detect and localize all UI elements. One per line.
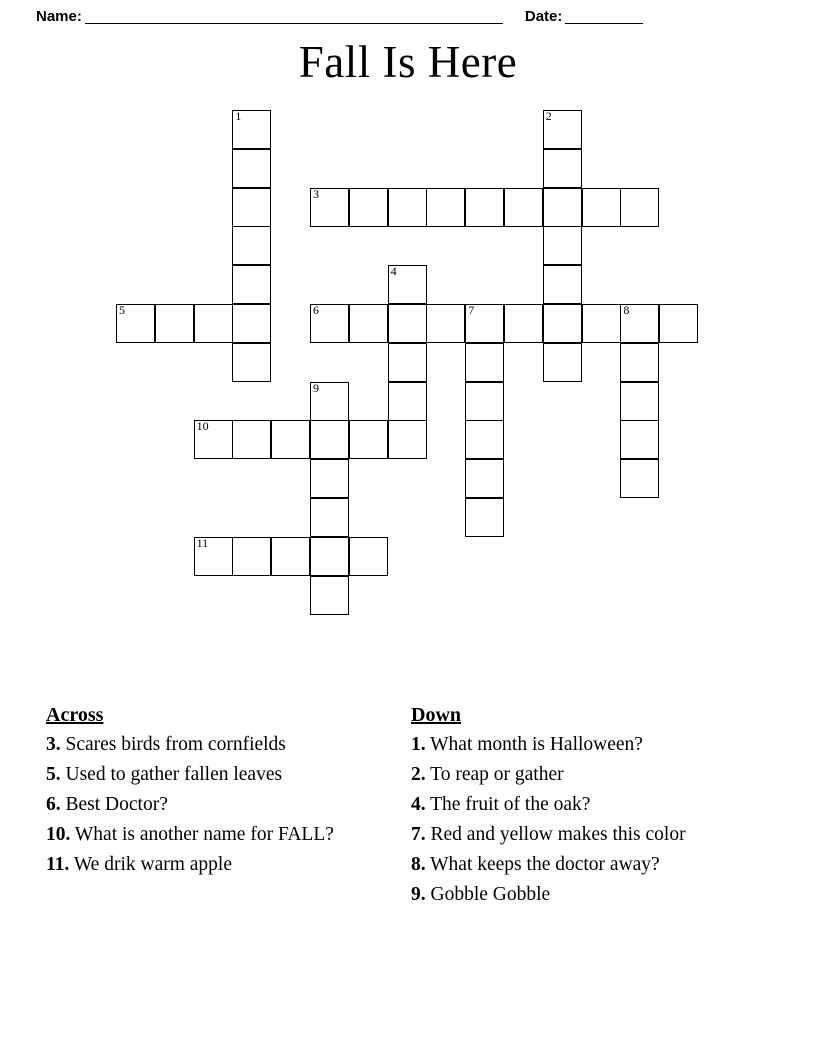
- grid-cell[interactable]: [620, 343, 659, 382]
- clue-number: 9.: [411, 884, 426, 905]
- grid-cell[interactable]: [659, 304, 698, 343]
- date-label: Date:: [524, 8, 563, 25]
- grid-cell-start-2[interactable]: [543, 110, 582, 149]
- grid-cell[interactable]: [465, 459, 504, 498]
- clue-number: 2.: [411, 764, 426, 785]
- clue-item-down-1: [411, 730, 771, 760]
- grid-cell[interactable]: [232, 226, 271, 265]
- grid-cell[interactable]: [543, 226, 582, 265]
- grid-cell-start-1[interactable]: [232, 110, 271, 149]
- clue-text: Used to gather fallen leaves: [60, 764, 283, 785]
- grid-cell[interactable]: [349, 537, 388, 576]
- grid-cell[interactable]: [388, 304, 427, 343]
- clue-text: Scares birds from cornfields: [60, 734, 286, 755]
- grid-cell[interactable]: [388, 343, 427, 382]
- grid-cell-start-10[interactable]: [194, 420, 233, 459]
- clue-text: The fruit of the oak?: [425, 794, 591, 815]
- clue-item-down-7: [411, 820, 771, 850]
- clue-text: What is another name for FALL?: [70, 824, 334, 845]
- clue-item-across-11: [46, 850, 396, 880]
- grid-cell[interactable]: [388, 188, 427, 227]
- grid-cell-start-7[interactable]: [465, 304, 504, 343]
- across-clue-list: [46, 730, 396, 880]
- grid-cell[interactable]: [543, 304, 582, 343]
- grid-cell-number: 2: [545, 109, 552, 123]
- grid-cell[interactable]: [620, 420, 659, 459]
- clue-number: 1.: [411, 734, 426, 755]
- grid-cell[interactable]: [543, 343, 582, 382]
- grid-cell[interactable]: [155, 304, 194, 343]
- grid-cell-start-3[interactable]: [310, 188, 349, 227]
- grid-cell-start-11[interactable]: [194, 537, 233, 576]
- clue-number: 4.: [411, 794, 426, 815]
- grid-cell[interactable]: [232, 188, 271, 227]
- grid-cell[interactable]: [504, 188, 543, 227]
- grid-cell[interactable]: [349, 304, 388, 343]
- across-clue-column: [46, 700, 396, 880]
- grid-cell-start-8[interactable]: [620, 304, 659, 343]
- clues-section: [0, 700, 816, 960]
- clue-item-down-4: [411, 790, 771, 820]
- clue-text: Gobble Gobble: [425, 884, 551, 905]
- clue-text: Best Doctor?: [60, 794, 168, 815]
- name-label: Name:: [36, 8, 82, 25]
- grid-cell[interactable]: [543, 149, 582, 188]
- grid-cell[interactable]: [620, 188, 659, 227]
- grid-cell-start-5[interactable]: [116, 304, 155, 343]
- grid-cell[interactable]: [271, 537, 310, 576]
- grid-cell[interactable]: [465, 498, 504, 537]
- clue-number: 10.: [46, 824, 71, 845]
- grid-cell-number: 4: [390, 264, 397, 279]
- clue-number: 8.: [411, 854, 426, 875]
- grid-cell[interactable]: [543, 265, 582, 304]
- grid-cell[interactable]: [582, 304, 621, 343]
- grid-cell[interactable]: [582, 188, 621, 227]
- clue-text: What keeps the doctor away?: [425, 854, 660, 875]
- grid-cell[interactable]: [310, 498, 349, 537]
- grid-cell[interactable]: [349, 420, 388, 459]
- grid-cell[interactable]: [232, 304, 271, 343]
- down-heading: Down: [411, 704, 462, 726]
- grid-cell[interactable]: [388, 382, 427, 421]
- grid-cell[interactable]: [504, 304, 543, 343]
- clue-number: 7.: [411, 824, 426, 845]
- grid-cell-number: 9: [313, 380, 319, 395]
- grid-cell-number: 5: [119, 303, 125, 317]
- grid-cell[interactable]: [349, 188, 388, 227]
- clue-number: 11.: [46, 854, 70, 875]
- grid-cell[interactable]: [310, 420, 349, 459]
- grid-cell[interactable]: [620, 459, 659, 498]
- grid-cell[interactable]: [465, 420, 504, 459]
- grid-cell[interactable]: [232, 149, 271, 188]
- grid-cell-number: 6: [313, 303, 319, 317]
- clue-number: 5.: [46, 764, 61, 785]
- clue-item-across-10: [46, 820, 396, 850]
- grid-cell[interactable]: [310, 459, 349, 498]
- clue-text: To reap or gather: [425, 764, 564, 785]
- grid-cell[interactable]: [232, 420, 271, 459]
- grid-cell[interactable]: [271, 420, 310, 459]
- grid-cell-number: 1: [235, 109, 242, 123]
- grid-cell[interactable]: [310, 537, 349, 576]
- grid-cell-number: 8: [623, 303, 630, 317]
- grid-cell-start-6[interactable]: [310, 304, 349, 343]
- clue-item-down-2: [411, 760, 771, 790]
- grid-cell-start-9[interactable]: [310, 382, 349, 421]
- clue-item-down-9: [411, 880, 771, 910]
- clue-text: What month is Halloween?: [425, 734, 643, 755]
- grid-cell[interactable]: [465, 188, 504, 227]
- clue-item-across-5: [46, 760, 396, 790]
- grid-cell[interactable]: [426, 304, 465, 343]
- grid-cell[interactable]: [310, 576, 349, 615]
- grid-cell[interactable]: [232, 265, 271, 304]
- grid-cell[interactable]: [465, 382, 504, 421]
- across-heading: Across: [46, 704, 104, 726]
- grid-cell-number: 3: [313, 186, 319, 201]
- clue-number: 3.: [46, 734, 61, 755]
- clue-text: Red and yellow makes this color: [425, 824, 686, 845]
- grid-cell-number: 11: [196, 535, 209, 550]
- grid-cell[interactable]: [543, 188, 582, 227]
- clue-item-across-6: [46, 790, 396, 820]
- clue-text: We drik warm apple: [69, 854, 232, 875]
- clue-number: 6.: [46, 794, 61, 815]
- grid-cell-start-4[interactable]: [388, 265, 427, 304]
- grid-cell[interactable]: [232, 343, 271, 382]
- down-clue-list: [411, 730, 771, 910]
- grid-cell[interactable]: [620, 382, 659, 421]
- page-title: Fall Is Here: [298, 37, 518, 87]
- clue-item-across-3: [46, 730, 396, 760]
- grid-cell-number: 7: [468, 303, 475, 317]
- grid-cell[interactable]: [426, 188, 465, 227]
- grid-cell-number: 10: [196, 419, 209, 434]
- down-clue-column: [411, 700, 771, 910]
- clue-item-down-8: [411, 850, 771, 880]
- grid-cell[interactable]: [465, 343, 504, 382]
- grid-cell[interactable]: [388, 420, 427, 459]
- grid-cell[interactable]: [232, 537, 271, 576]
- grid-cell[interactable]: [194, 304, 233, 343]
